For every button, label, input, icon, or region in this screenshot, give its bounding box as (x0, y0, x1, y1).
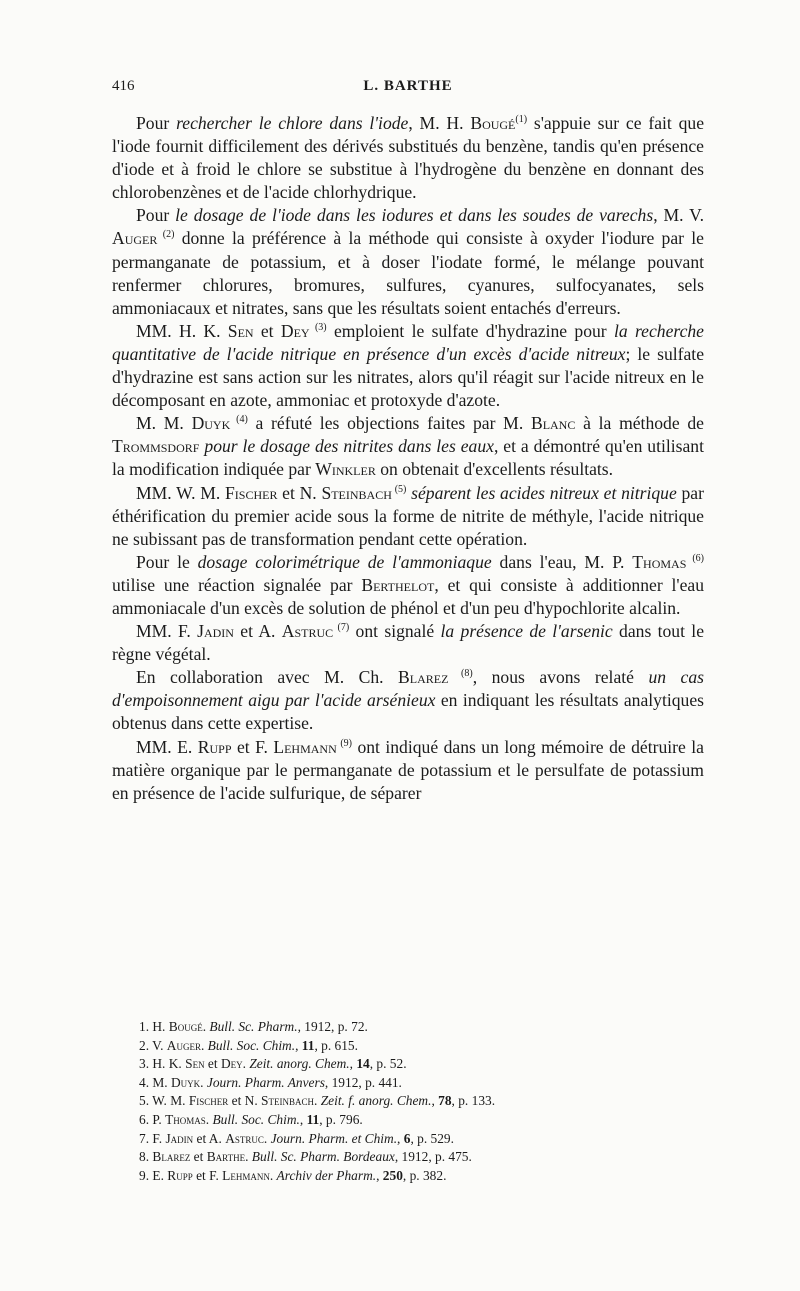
footnote (139, 1167, 699, 1186)
paragraph (112, 620, 704, 666)
author-name: Bougé (470, 113, 516, 133)
volume-number: 6 (403, 1130, 411, 1146)
author-name: Blarez (398, 667, 449, 688)
italic-text: Bull. Sc. Pharm. Bordeaux (251, 1149, 395, 1165)
text-run: , p. 133. (451, 1093, 496, 1109)
text-run: , p. 382. (402, 1167, 447, 1183)
footnote-marker: (4) (230, 414, 248, 426)
text-run: 6. P. (139, 1111, 166, 1127)
text-run: ont signalé (349, 621, 441, 642)
text-run: et F. (192, 1167, 223, 1183)
author-name: Bougé (168, 1019, 203, 1034)
footnote (139, 1074, 699, 1093)
text-run: , M. H. (408, 113, 471, 133)
footnotes (139, 1018, 699, 1185)
paragraph (112, 112, 704, 204)
author-name: Steinbach (261, 1093, 314, 1109)
text-run: et F. (231, 736, 274, 757)
text-run: , (299, 1111, 307, 1127)
text-run: ; le sulfate d'hydrazine est sans action sur les nitrates, alors qu'il réagit sur l'acide nitreux en le décomposant en azote, ammoniac et protoxyde d'azote. (112, 343, 705, 411)
italic-text: rechercher le chlore dans l'iode (176, 113, 409, 133)
text-run: , (295, 1037, 302, 1053)
text-run: dans tout le règne végétal. (112, 621, 705, 665)
author-name: Thomas (165, 1111, 206, 1127)
paragraph (112, 482, 704, 551)
paragraph (112, 551, 704, 620)
text-run: , (397, 1130, 404, 1146)
text-run: emploient le sulfate d'hydrazine pour (326, 320, 614, 341)
footnote-marker: (3) (309, 321, 327, 333)
text-run: , 1912, p. 72. (297, 1019, 368, 1034)
paragraph (112, 412, 704, 481)
author-name: Jadin (165, 1130, 194, 1146)
text-run: M. M. (136, 413, 192, 434)
text-run: 8. (139, 1149, 153, 1165)
italic-text: Bull. Soc. Chim. (207, 1037, 296, 1053)
author-name: Auger (112, 228, 158, 249)
text-run: ont indiqué dans un long mémoire de détruire la matière organique par le permanganate de potassium et le persulfate de potassium en présence de l'acide sulfurique, de séparer (112, 736, 704, 803)
text-run: En collaboration avec M. Ch. (136, 667, 399, 688)
author-name: Sen (227, 320, 254, 341)
text-run: MM. W. M. (136, 482, 225, 503)
footnote (139, 1018, 699, 1037)
text-run: . (242, 1056, 250, 1072)
author-name: Duyk (171, 1074, 201, 1090)
italic-text: Zeit. anorg. Chem. (249, 1056, 350, 1072)
text-run: . (202, 1019, 210, 1034)
text-run: 3. H. K. (139, 1056, 186, 1072)
text-run: , et a démontré qu'en utilisant la modification indiquée par (112, 436, 704, 480)
author-name: Berthelot (361, 574, 435, 595)
text-run: . (314, 1093, 321, 1109)
author-name: Lehmann (273, 736, 337, 757)
author-name: Steinbach (321, 482, 392, 503)
text-run: 2. V. (139, 1037, 167, 1053)
italic-text: Journ. Pharm. et Chim. (270, 1130, 398, 1146)
text-run: et A. (193, 1130, 226, 1146)
author-name: Barthe (206, 1149, 246, 1165)
text-run: MM. H. K. (136, 320, 228, 341)
text-run: MM. F. (136, 621, 198, 642)
text-run: , p. 796. (319, 1111, 363, 1127)
text-run: dans l'eau, M. P. (491, 551, 633, 572)
volume-number: 78 (438, 1093, 452, 1109)
text-run: , (431, 1093, 439, 1109)
italic-text: un cas d'empoisonnement aigu par l'acide arsénieux (112, 667, 704, 711)
text-run: . (263, 1130, 271, 1146)
footnote-marker: (2) (157, 229, 175, 241)
text-run: à la méthode de (575, 413, 704, 434)
text-run: . (205, 1111, 213, 1127)
author-name: Sen (185, 1056, 205, 1072)
italic-text: la présence de l'arsenic (440, 621, 613, 642)
text-run: . (269, 1167, 277, 1183)
italic-text: la recherche quantitative de l'acide nitrique en présence d'un excès d'acide nitreux (112, 320, 704, 364)
text-run: , p. 529. (410, 1130, 454, 1146)
text-run: on obtenait d'excellents résultats. (375, 459, 614, 480)
text-run: par éthérification du premier acide sous la forme de nitrite de méthyle, l'acide nitrique ne subissant pas de transformation pendant cette opération. (112, 482, 704, 549)
author-name: Winkler (315, 459, 376, 480)
author-name: Astruc (281, 621, 334, 642)
text-run: , 1912, p. 475. (394, 1149, 472, 1165)
author-name: Astruc (225, 1130, 264, 1146)
italic-text: pour le dosage des nitrites dans les eaux (204, 436, 494, 457)
author-name: Blarez (152, 1149, 191, 1165)
author-name: Lehmann (222, 1167, 270, 1183)
footnote (139, 1148, 699, 1167)
text-run: , nous avons relaté (472, 667, 649, 688)
author-name: Dey (220, 1056, 243, 1072)
paragraph (112, 320, 704, 412)
italic-text: Bull. Soc. Chim. (212, 1111, 300, 1127)
footnote-marker: (1) (515, 114, 528, 126)
text-run: a réfuté les objections faites par M. (247, 413, 531, 434)
text-run: , (349, 1056, 357, 1072)
author-name: Fischer (224, 482, 278, 503)
body-text (112, 112, 704, 805)
text-run: Pour le (136, 551, 198, 572)
volume-number: 11 (301, 1037, 315, 1053)
footnote (139, 1111, 699, 1130)
author-name: Dey (280, 320, 310, 341)
text-run: , (376, 1167, 383, 1183)
text-run: . (245, 1149, 252, 1165)
page-number: 416 (112, 78, 135, 94)
text-run: , p. 52. (369, 1056, 407, 1072)
footnote-marker: (9) (336, 737, 352, 749)
author-name: Jadin (197, 621, 234, 642)
text-run: utilise une réaction signalée par (112, 574, 362, 595)
text-run: 7. F. (139, 1130, 166, 1146)
text-run: , 1912, p. 441. (324, 1074, 402, 1090)
italic-text: le dosage de l'iode dans les iodures et dans les soudes de varechs (175, 205, 654, 226)
text-run: 1. H. (139, 1019, 169, 1034)
text-run: et (204, 1056, 221, 1072)
text-run: Pour (136, 205, 176, 226)
text-run: Pour (136, 113, 177, 133)
footnote-marker: (6) (686, 552, 704, 564)
author-name: Rupp (197, 736, 232, 757)
text-run: 9. E. (139, 1167, 168, 1183)
volume-number: 11 (306, 1111, 320, 1127)
footnote (139, 1130, 699, 1149)
footnote-marker: (7) (333, 622, 350, 634)
footnote (139, 1037, 699, 1056)
text-run: en indiquant les résultats analytiques obtenus dans cette expertise. (112, 690, 705, 734)
text-run: 4. M. (139, 1074, 171, 1090)
author-name: Trommsdorf (112, 436, 200, 457)
paragraph (112, 736, 704, 805)
text-run: et N. (277, 482, 322, 503)
author-name: Fischer (188, 1093, 229, 1109)
paragraph (112, 204, 704, 319)
text-run: et (190, 1149, 207, 1165)
text-run: , et qui consiste à additionner l'eau ammoniacale d'un excès de solution de phénol et d'un peu d'hypochlorite alcalin. (112, 574, 704, 618)
text-run: donne la préférence à la méthode qui consiste à oxyder l'iodure par le permanganate de potassium, et à doser l'iodate formé, le mélange pouvant renfermer chlorures, bromures, sulfures, cyanures, sulfocyanates, sels ammoniacaux et nitrates, sans que les résultats soient entachés d'erreurs. (112, 228, 704, 318)
italic-text: Journ. Pharm. Anvers (206, 1074, 325, 1090)
page-header (112, 78, 704, 100)
author-name: Blanc (530, 413, 576, 434)
text-run: . (200, 1037, 208, 1053)
author-name: Rupp (167, 1167, 193, 1183)
text-run: MM. E. (136, 736, 198, 757)
text-run: , p. 615. (314, 1037, 358, 1053)
text-run: et N. (228, 1093, 262, 1109)
running-head: L. BARTHE (363, 78, 453, 94)
text-run: , M. V. (653, 205, 704, 226)
footnote-marker: (8) (448, 668, 473, 680)
footnote (139, 1092, 699, 1111)
italic-text: Zeit. f. anorg. Chem. (320, 1093, 432, 1109)
footnote-marker: (5) (391, 483, 407, 495)
italic-text: séparent les acides nitreux et nitrique (411, 482, 677, 503)
author-name: Auger (166, 1037, 201, 1053)
author-name: Thomas (632, 551, 687, 572)
text-run: s'appuie sur ce fait que l'iode fournit difficilement des dérivés substitués du benzène, tandis qu'en présence d'iode et à froid le chlore se substitue à l'hydrogène du benzène en donnant des chlorobenzènes et de l'acide chlorhydrique. (112, 113, 705, 203)
italic-text: dosage colorimétrique de l'ammoniaque (197, 551, 492, 572)
paragraph (112, 666, 704, 735)
text-run: et (253, 320, 281, 341)
text-run: et A. (233, 621, 282, 642)
volume-number: 14 (356, 1056, 370, 1072)
volume-number: 250 (382, 1167, 403, 1183)
text-run: 5. W. M. (139, 1093, 189, 1109)
author-name: Duyk (191, 413, 231, 434)
text-run: . (200, 1074, 207, 1090)
italic-text: Bull. Sc. Pharm. (209, 1019, 298, 1034)
footnote (139, 1055, 699, 1074)
italic-text: Archiv der Pharm. (276, 1167, 377, 1183)
